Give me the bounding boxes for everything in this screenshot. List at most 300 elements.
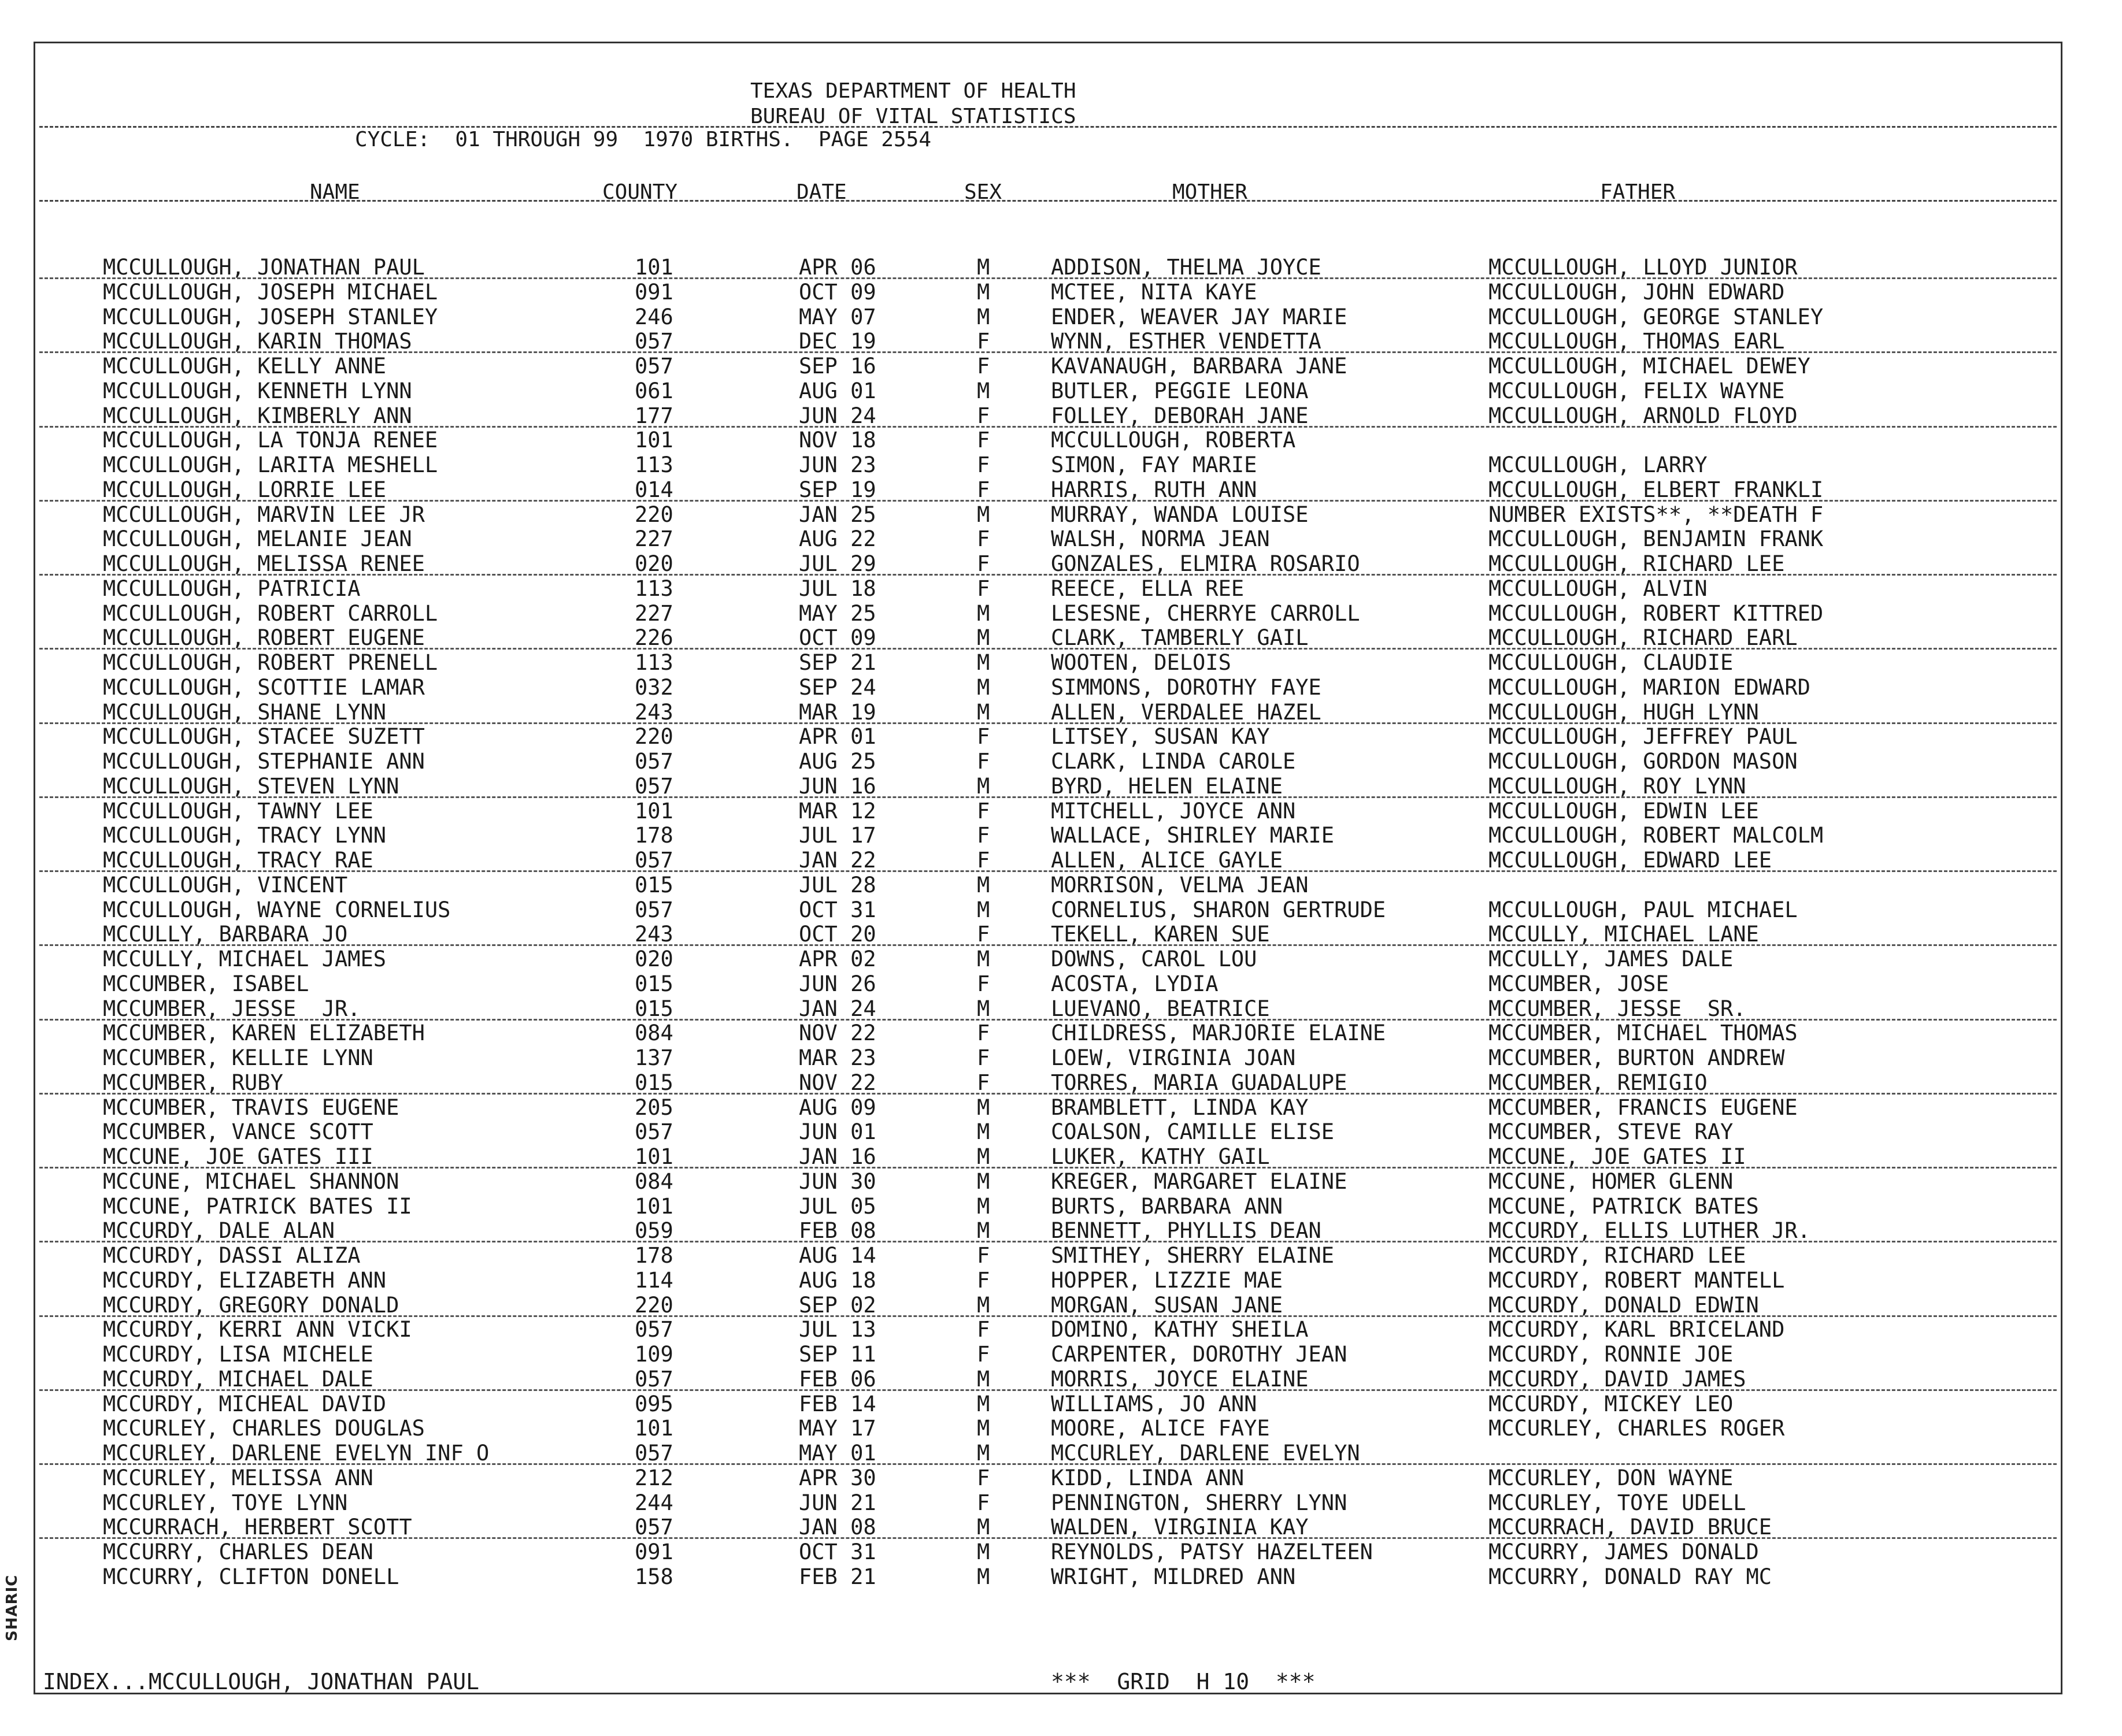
record-mother: HARRIS, RUTH ANN <box>1051 477 1257 502</box>
record-date: JUL 13 <box>799 1317 876 1342</box>
record-mother: CLARK, LINDA CAROLE <box>1051 749 1296 774</box>
record-father: MCCULLOUGH, ROY LYNN <box>1488 773 1746 799</box>
record-row <box>0 1120 2122 1145</box>
record-row <box>0 1293 2122 1318</box>
record-county: 057 <box>635 897 673 922</box>
record-mother: KREGER, MARGARET ELAINE <box>1051 1169 1347 1194</box>
col-head-name: NAME <box>310 180 360 204</box>
footer-grid: *** GRID H 10 *** <box>1051 1669 1316 1694</box>
record-mother: CORNELIUS, SHARON GERTRUDE <box>1051 897 1386 922</box>
record-name: MCCURDY, LISA MICHELE <box>103 1342 373 1367</box>
record-date: NOV 22 <box>799 1021 876 1046</box>
record-mother: MORRIS, JOYCE ELAINE <box>1051 1366 1309 1392</box>
record-date: OCT 09 <box>799 279 876 305</box>
record-row <box>0 1367 2122 1392</box>
record-county: 137 <box>635 1045 673 1070</box>
record-father: MCCULLOUGH, ARNOLD FLOYD <box>1488 403 1798 428</box>
record-mother: WOOTEN, DELOIS <box>1051 650 1231 675</box>
record-name: MCCULLOUGH, TRACY RAE <box>103 848 373 873</box>
record-county: 205 <box>635 1095 673 1120</box>
record-father: MCCURDY, DAVID JAMES <box>1488 1366 1746 1392</box>
record-father: NUMBER EXISTS**, **DEATH F <box>1488 502 1824 527</box>
record-name: MCCULLOUGH, LARITA MESHELL <box>103 452 438 477</box>
record-name: MCCUMBER, KELLIE LYNN <box>103 1045 373 1070</box>
record-date: MAR 12 <box>799 798 876 824</box>
record-row <box>0 379 2122 404</box>
record-name: MCCULLOUGH, TRACY LYNN <box>103 823 387 848</box>
record-row <box>0 478 2122 503</box>
record-county: 101 <box>635 428 673 453</box>
record-father: MCCULLOUGH, RICHARD EARL <box>1488 625 1798 651</box>
record-date: SEP 21 <box>799 650 876 675</box>
record-row <box>0 972 2122 997</box>
record-name: MCCULLOUGH, KENNETH LYNN <box>103 378 412 403</box>
record-mother: BRAMBLETT, LINDA KAY <box>1051 1095 1309 1120</box>
record-county: 101 <box>635 255 673 280</box>
col-head-father: FATHER <box>1600 180 1676 204</box>
record-father: MCCUMBER, FRANCIS EUGENE <box>1488 1095 1798 1120</box>
record-sex: F <box>977 428 990 453</box>
record-name: MCCUMBER, KAREN ELIZABETH <box>103 1021 425 1046</box>
record-row <box>0 700 2122 725</box>
record-name: MCCULLOUGH, KIMBERLY ANN <box>103 403 412 428</box>
record-date: JUL 05 <box>799 1193 876 1219</box>
record-county: 095 <box>635 1391 673 1416</box>
record-county: 220 <box>635 1292 673 1318</box>
record-sex: F <box>977 526 990 552</box>
record-mother: ALLEN, VERDALEE HAZEL <box>1051 699 1321 725</box>
record-name: MCCUMBER, JESSE JR. <box>103 996 361 1021</box>
record-mother: WYNN, ESTHER VENDETTA <box>1051 329 1321 354</box>
record-sex: F <box>977 724 990 750</box>
record-mother: DOMINO, KATHY SHEILA <box>1051 1317 1309 1342</box>
record-mother: BUTLER, PEGGIE LEONA <box>1051 378 1309 403</box>
record-mother: REYNOLDS, PATSY HAZELTEEN <box>1051 1540 1373 1564</box>
record-father: MCCULLOUGH, GORDON MASON <box>1488 749 1798 774</box>
record-sex: M <box>977 1515 990 1540</box>
record-sex: M <box>977 947 990 971</box>
record-name: MCCULLOUGH, LA TONJA RENEE <box>103 428 438 453</box>
record-mother: MCCURLEY, DARLENE EVELYN <box>1051 1441 1360 1466</box>
record-sex: M <box>977 674 990 700</box>
record-date: JUN 23 <box>799 452 876 477</box>
record-mother: TORRES, MARIA GUADALUPE <box>1051 1070 1347 1095</box>
record-father: MCCULLOUGH, GEORGE STANLEY <box>1488 304 1824 329</box>
record-row <box>0 799 2122 824</box>
record-name: MCCURDY, DALE ALAN <box>103 1218 335 1244</box>
record-row <box>0 1021 2122 1046</box>
record-sex: F <box>977 452 990 477</box>
record-row <box>0 280 2122 305</box>
record-father: MCCUNE, JOE GATES II <box>1488 1144 1746 1169</box>
record-father: MCCULLOUGH, ELBERT FRANKLI <box>1488 477 1824 502</box>
record-name: MCCULLOUGH, MELISSA RENEE <box>103 551 425 576</box>
record-sex: M <box>977 1144 990 1169</box>
record-name: MCCULLOUGH, ROBERT CARROLL <box>103 600 438 626</box>
record-sex: M <box>977 1391 990 1416</box>
record-county: 084 <box>635 1169 673 1194</box>
record-county: 032 <box>635 674 673 700</box>
record-father: MCCULLOUGH, ALVIN <box>1488 576 1708 601</box>
record-mother: WALSH, NORMA JEAN <box>1051 526 1270 552</box>
record-date: JUL 29 <box>799 551 876 576</box>
record-name: MCCUMBER, ISABEL <box>103 971 309 996</box>
record-sex: F <box>977 354 990 379</box>
record-name: MCCUMBER, TRAVIS EUGENE <box>103 1095 399 1120</box>
record-father: MCCULLOUGH, ROBERT MALCOLM <box>1488 823 1824 848</box>
record-county: 057 <box>635 1119 673 1145</box>
record-name: MCCURLEY, TOYE LYNN <box>103 1490 348 1515</box>
record-date: JUL 18 <box>799 576 876 601</box>
record-date: JAN 22 <box>799 848 876 873</box>
record-row <box>0 1540 2122 1565</box>
record-name: MCCULLOUGH, KARIN THOMAS <box>103 329 412 354</box>
record-mother: BENNETT, PHYLLIS DEAN <box>1051 1218 1321 1244</box>
record-father: MCCULLOUGH, BENJAMIN FRANK <box>1488 526 1824 552</box>
record-father: MCCURDY, ELLIS LUTHER JR. <box>1488 1218 1810 1244</box>
record-sex: F <box>977 551 990 576</box>
record-county: 091 <box>635 1540 673 1564</box>
record-sex: F <box>977 1070 990 1095</box>
record-date: JAN 16 <box>799 1144 876 1169</box>
header-divider <box>39 126 2057 128</box>
record-date: MAY 07 <box>799 304 876 329</box>
record-county: 109 <box>635 1342 673 1367</box>
record-county: 114 <box>635 1267 673 1293</box>
record-mother: CHILDRESS, MARJORIE ELAINE <box>1051 1021 1386 1046</box>
record-date: JUN 16 <box>799 773 876 799</box>
record-mother: KIDD, LINDA ANN <box>1051 1465 1245 1490</box>
record-name: MCCULLOUGH, LORRIE LEE <box>103 477 387 502</box>
record-date: JUL 17 <box>799 823 876 848</box>
record-sex: M <box>977 279 990 305</box>
record-sex: M <box>977 872 990 897</box>
record-name: MCCURLEY, CHARLES DOUGLAS <box>103 1416 425 1441</box>
record-sex: F <box>977 798 990 824</box>
record-name: MCCURDY, MICHEAL DAVID <box>103 1391 387 1416</box>
record-mother: LUEVANO, BEATRICE <box>1051 996 1270 1021</box>
record-mother: BURTS, BARBARA ANN <box>1051 1193 1283 1219</box>
record-father: MCCURRY, DONALD RAY MC <box>1488 1564 1772 1589</box>
record-row <box>0 997 2122 1022</box>
record-sex: F <box>977 576 990 601</box>
record-name: MCCULLOUGH, ROBERT PRENELL <box>103 650 438 675</box>
record-father: MCCULLOUGH, MARION EDWARD <box>1488 674 1810 700</box>
record-mother: MCTEE, NITA KAYE <box>1051 279 1257 305</box>
record-row <box>0 922 2122 947</box>
record-date: MAY 25 <box>799 600 876 626</box>
record-sex: F <box>977 1317 990 1342</box>
record-row <box>0 1145 2122 1170</box>
record-sex: F <box>977 1490 990 1515</box>
record-county: 178 <box>635 1243 673 1268</box>
record-date: MAR 23 <box>799 1045 876 1070</box>
record-sex: M <box>977 255 990 280</box>
record-sex: M <box>977 1169 990 1194</box>
record-county: 015 <box>635 971 673 996</box>
record-county: 015 <box>635 1070 673 1095</box>
record-mother: COALSON, CAMILLE ELISE <box>1051 1119 1335 1145</box>
record-county: 113 <box>635 576 673 601</box>
record-mother: FOLLEY, DEBORAH JANE <box>1051 403 1309 428</box>
record-father: MCCURDY, MICKEY LEO <box>1488 1391 1734 1416</box>
record-date: FEB 21 <box>799 1564 876 1589</box>
record-name: MCCULLOUGH, SCOTTIE LAMAR <box>103 674 425 700</box>
record-county: 020 <box>635 551 673 576</box>
record-county: 212 <box>635 1465 673 1490</box>
record-mother: BYRD, HELEN ELAINE <box>1051 773 1283 799</box>
record-father: MCCURLEY, CHARLES ROGER <box>1488 1416 1785 1441</box>
record-county: 244 <box>635 1490 673 1515</box>
record-father: MCCURDY, RICHARD LEE <box>1488 1243 1746 1268</box>
record-father: MCCULLOUGH, THOMAS EARL <box>1488 329 1785 354</box>
record-county: 101 <box>635 1416 673 1441</box>
record-county: 158 <box>635 1564 673 1589</box>
record-sex: F <box>977 1267 990 1293</box>
record-father: MCCURLEY, DON WAYNE <box>1488 1465 1734 1490</box>
record-mother: MURRAY, WANDA LOUISE <box>1051 502 1309 527</box>
record-date: APR 02 <box>799 947 876 971</box>
record-date: JUN 30 <box>799 1169 876 1194</box>
record-sex: M <box>977 304 990 329</box>
record-name: MCCURDY, GREGORY DONALD <box>103 1292 399 1318</box>
record-father: MCCULLOUGH, ROBERT KITTRED <box>1488 600 1824 626</box>
record-row <box>0 503 2122 528</box>
record-county: 057 <box>635 1441 673 1466</box>
record-mother: SIMON, FAY MARIE <box>1051 452 1257 477</box>
record-father: MCCUNE, HOMER GLENN <box>1488 1169 1734 1194</box>
record-father: MCCULLOUGH, LLOYD JUNIOR <box>1488 255 1798 280</box>
record-mother: MOORE, ALICE FAYE <box>1051 1416 1270 1441</box>
col-head-county: COUNTY <box>602 180 678 204</box>
record-date: OCT 31 <box>799 1540 876 1564</box>
record-county: 177 <box>635 403 673 428</box>
record-sex: F <box>977 749 990 774</box>
record-date: SEP 11 <box>799 1342 876 1367</box>
record-sex: F <box>977 1465 990 1490</box>
record-sex: M <box>977 1416 990 1441</box>
record-row <box>0 873 2122 898</box>
record-mother: ADDISON, THELMA JOYCE <box>1051 255 1321 280</box>
record-sex: F <box>977 1243 990 1268</box>
record-date: OCT 31 <box>799 897 876 922</box>
record-date: SEP 02 <box>799 1292 876 1318</box>
record-date: AUG 22 <box>799 526 876 552</box>
record-father: MCCULLOUGH, PAUL MICHAEL <box>1488 897 1798 922</box>
record-mother: CARPENTER, DOROTHY JEAN <box>1051 1342 1347 1367</box>
record-father: MCCURLEY, TOYE UDELL <box>1488 1490 1746 1515</box>
record-name: MCCULLY, MICHAEL JAMES <box>103 947 387 971</box>
record-mother: LESESNE, CHERRYE CARROLL <box>1051 600 1360 626</box>
record-date: SEP 19 <box>799 477 876 502</box>
record-row <box>0 1515 2122 1540</box>
record-name: MCCULLOUGH, MELANIE JEAN <box>103 526 412 552</box>
record-row <box>0 552 2122 577</box>
record-row <box>0 1195 2122 1219</box>
record-date: JUN 24 <box>799 403 876 428</box>
record-father: MCCULLOUGH, CLAUDIE <box>1488 650 1734 675</box>
record-father: MCCULLOUGH, MICHAEL DEWEY <box>1488 354 1810 379</box>
record-county: 227 <box>635 526 673 552</box>
record-date: JUL 28 <box>799 872 876 897</box>
record-father: MCCULLOUGH, JEFFREY PAUL <box>1488 724 1798 750</box>
record-sex: M <box>977 1218 990 1244</box>
record-name: MCCULLY, BARBARA JO <box>103 922 348 947</box>
record-county: 061 <box>635 378 673 403</box>
record-date: AUG 01 <box>799 378 876 403</box>
record-name: MCCULLOUGH, JOSEPH STANLEY <box>103 304 438 329</box>
record-county: 057 <box>635 1366 673 1392</box>
record-date: SEP 16 <box>799 354 876 379</box>
record-mother: REECE, ELLA REE <box>1051 576 1245 601</box>
record-name: MCCULLOUGH, TAWNY LEE <box>103 798 373 824</box>
record-date: MAR 19 <box>799 699 876 725</box>
record-row <box>0 1565 2122 1590</box>
record-name: MCCULLOUGH, SHANE LYNN <box>103 699 387 725</box>
record-name: MCCUMBER, VANCE SCOTT <box>103 1119 373 1145</box>
record-sex: M <box>977 1193 990 1219</box>
record-date: OCT 20 <box>799 922 876 947</box>
record-mother: WALLACE, SHIRLEY MARIE <box>1051 823 1335 848</box>
record-name: MCCULLOUGH, PATRICIA <box>103 576 361 601</box>
record-mother: CLARK, TAMBERLY GAIL <box>1051 625 1309 651</box>
record-row <box>0 725 2122 750</box>
record-county: 014 <box>635 477 673 502</box>
record-name: MCCURDY, DASSI ALIZA <box>103 1243 361 1268</box>
record-date: MAY 01 <box>799 1441 876 1466</box>
record-date: JUN 01 <box>799 1119 876 1145</box>
record-name: MCCURLEY, DARLENE EVELYN INF O <box>103 1441 490 1466</box>
record-date: AUG 09 <box>799 1095 876 1120</box>
record-row <box>0 898 2122 923</box>
record-mother: PENNINGTON, SHERRY LYNN <box>1051 1490 1347 1515</box>
record-row <box>0 1244 2122 1268</box>
record-date: FEB 14 <box>799 1391 876 1416</box>
col-head-mother: MOTHER <box>1172 180 1248 204</box>
record-sex: M <box>977 502 990 527</box>
record-date: APR 01 <box>799 724 876 750</box>
record-name: MCCULLOUGH, ROBERT EUGENE <box>103 625 425 651</box>
record-sex: M <box>977 897 990 922</box>
record-row <box>0 305 2122 330</box>
record-mother: TEKELL, KAREN SUE <box>1051 922 1270 947</box>
record-row <box>0 1170 2122 1195</box>
record-row <box>0 1342 2122 1367</box>
record-sex: M <box>977 1095 990 1120</box>
record-name: MCCURRACH, HERBERT SCOTT <box>103 1515 412 1540</box>
record-date: OCT 09 <box>799 625 876 651</box>
record-row <box>0 1392 2122 1417</box>
record-date: DEC 19 <box>799 329 876 354</box>
record-county: 057 <box>635 1317 673 1342</box>
record-sex: F <box>977 329 990 354</box>
record-row <box>0 824 2122 848</box>
record-father: MCCUMBER, REMIGIO <box>1488 1070 1708 1095</box>
record-mother: MORRISON, VELMA JEAN <box>1051 872 1309 897</box>
record-date: APR 06 <box>799 255 876 280</box>
side-label: SHARIC <box>3 1574 21 1641</box>
record-sex: F <box>977 1045 990 1070</box>
record-row <box>0 651 2122 676</box>
record-name: MCCURDY, ELIZABETH ANN <box>103 1267 387 1293</box>
record-mother: GONZALES, ELMIRA ROSARIO <box>1051 551 1360 576</box>
record-father: MCCULLY, MICHAEL LANE <box>1488 922 1759 947</box>
record-date: FEB 06 <box>799 1366 876 1392</box>
record-row <box>0 774 2122 799</box>
record-mother: WILLIAMS, JO ANN <box>1051 1391 1257 1416</box>
record-date: APR 30 <box>799 1465 876 1490</box>
record-row <box>0 848 2122 873</box>
record-row <box>0 354 2122 379</box>
column-divider <box>39 200 2057 202</box>
record-father: MCCULLOUGH, HUGH LYNN <box>1488 699 1759 725</box>
record-name: MCCULLOUGH, JONATHAN PAUL <box>103 255 425 280</box>
record-sex: M <box>977 1119 990 1145</box>
record-name: MCCULLOUGH, STEVEN LYNN <box>103 773 399 799</box>
record-row <box>0 1268 2122 1293</box>
record-name: MCCULLOUGH, STACEE SUZETT <box>103 724 425 750</box>
record-mother: MCCULLOUGH, ROBERTA <box>1051 428 1296 453</box>
record-sex: M <box>977 650 990 675</box>
record-sex: F <box>977 823 990 848</box>
record-row <box>0 453 2122 478</box>
record-father: MCCULLY, JAMES DALE <box>1488 947 1734 971</box>
record-sex: M <box>977 1540 990 1564</box>
record-row <box>0 404 2122 429</box>
record-name: MCCULLOUGH, JOSEPH MICHAEL <box>103 279 438 305</box>
record-father: MCCURDY, KARL BRICELAND <box>1488 1317 1785 1342</box>
record-name: MCCUNE, JOE GATES III <box>103 1144 373 1169</box>
record-row <box>0 1071 2122 1096</box>
record-date: JAN 08 <box>799 1515 876 1540</box>
record-name: MCCUMBER, RUBY <box>103 1070 283 1095</box>
record-county: 113 <box>635 650 673 675</box>
record-county: 020 <box>635 947 673 971</box>
record-row <box>0 1491 2122 1516</box>
record-sex: M <box>977 996 990 1021</box>
record-date: JUN 21 <box>799 1490 876 1515</box>
record-row <box>0 1219 2122 1244</box>
col-head-date: DATE <box>797 180 847 204</box>
record-date: MAY 17 <box>799 1416 876 1441</box>
record-mother: ENDER, WEAVER JAY MARIE <box>1051 304 1347 329</box>
record-row <box>0 527 2122 552</box>
record-county: 227 <box>635 600 673 626</box>
record-sex: M <box>977 1366 990 1392</box>
record-date: JAN 25 <box>799 502 876 527</box>
record-sex: F <box>977 1342 990 1367</box>
record-county: 057 <box>635 749 673 774</box>
record-row <box>0 1096 2122 1121</box>
record-row <box>0 676 2122 700</box>
record-sex: M <box>977 699 990 725</box>
record-name: MCCURDY, KERRI ANN VICKI <box>103 1317 412 1342</box>
record-county: 015 <box>635 996 673 1021</box>
record-county: 178 <box>635 823 673 848</box>
record-father: MCCULLOUGH, EDWIN LEE <box>1488 798 1759 824</box>
record-father: MCCULLOUGH, EDWARD LEE <box>1488 848 1772 873</box>
record-date: AUG 14 <box>799 1243 876 1268</box>
col-head-sex: SEX <box>964 180 1002 204</box>
record-father: MCCUMBER, JESSE SR. <box>1488 996 1746 1021</box>
record-name: MCCURRY, CHARLES DEAN <box>103 1540 373 1564</box>
record-date: FEB 08 <box>799 1218 876 1244</box>
record-name: MCCULLOUGH, STEPHANIE ANN <box>103 749 425 774</box>
record-county: 057 <box>635 1515 673 1540</box>
record-county: 084 <box>635 1021 673 1046</box>
record-county: 220 <box>635 724 673 750</box>
record-county: 226 <box>635 625 673 651</box>
